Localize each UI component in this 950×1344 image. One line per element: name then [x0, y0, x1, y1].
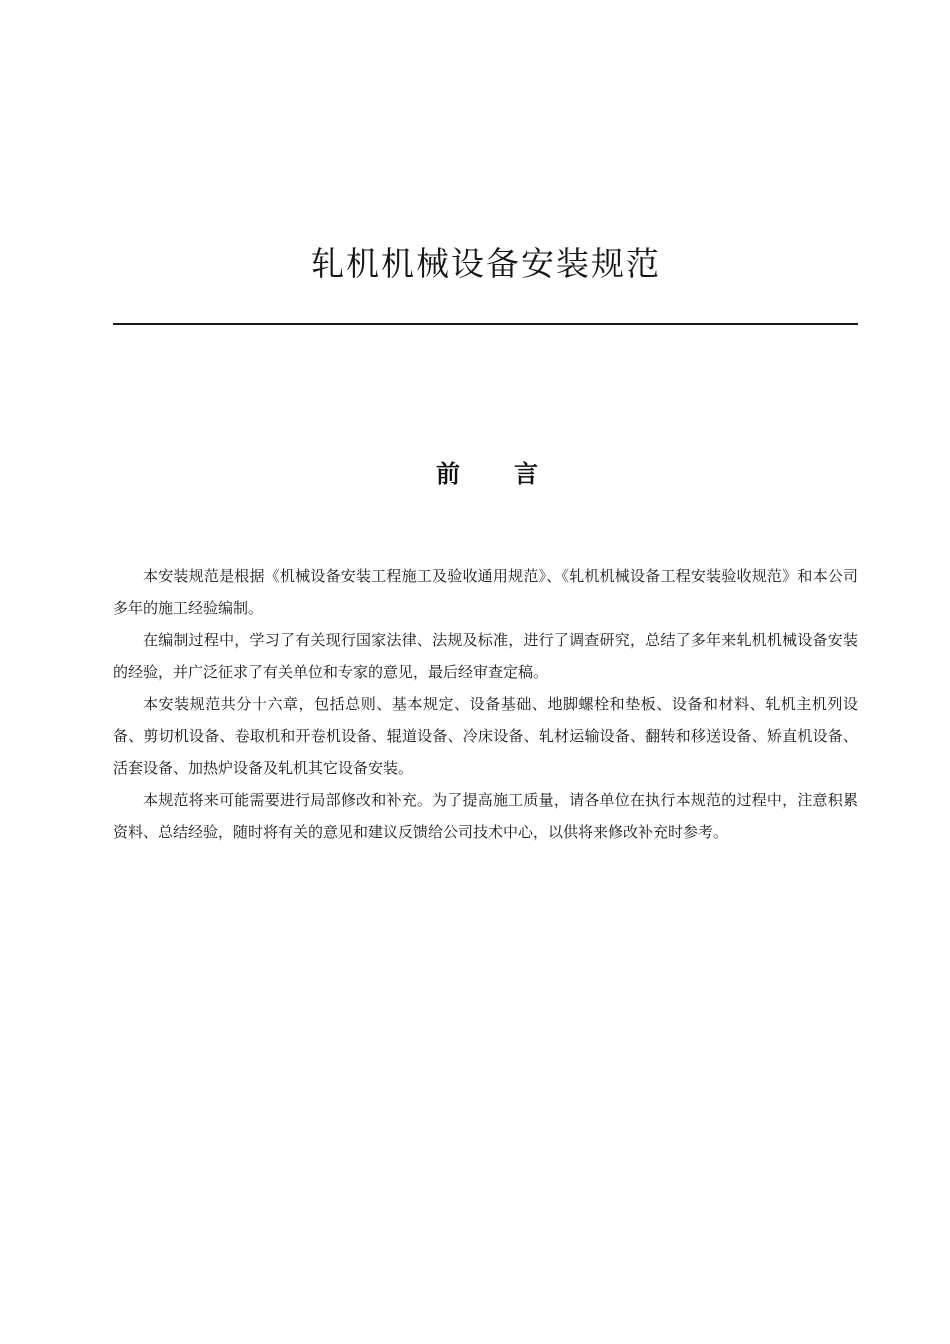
title-divider: [113, 323, 858, 325]
document-title: 轧机机械设备安装规范: [311, 244, 661, 283]
preface-body: [113, 560, 858, 848]
heading-char: 言: [514, 459, 538, 488]
paragraph-feedback: 本规范将来可能需要进行局部修改和补充。为了提高施工质量，请各单位在执行本规范的过程中，注意积累资料、总结经验，随时将有关的意见和建议反馈给公司技术中心，以供将来修改补充时参考。: [113, 791, 858, 841]
paragraph-chapters: 本安装规范共分十六章，包括总则、基本规定、设备基础、地脚螺栓和垫板、设备和材料、轧机主机列设备、剪切机设备、卷取机和开卷机设备、辊道设备、冷床设备、轧材运输设备、翻转和移送设备、矫直机设备、活套设备、加热炉设备及轧机其它设备安装。: [113, 695, 858, 777]
section-heading-preface: [428, 456, 548, 492]
paragraph-basis: 本安装规范是根据《机械设备安装工程施工及验收通用规范》、《轧机机械设备工程安装验收规范》和本公司多年的施工经验编制。: [113, 567, 858, 617]
paragraph-process: 在编制过程中，学习了有关现行国家法律、法规及标准，进行了调查研究，总结了多年来轧机机械设备安装的经验，并广泛征求了有关单位和专家的意见，最后经审查定稿。: [113, 631, 858, 681]
heading-char: 前: [436, 459, 460, 488]
